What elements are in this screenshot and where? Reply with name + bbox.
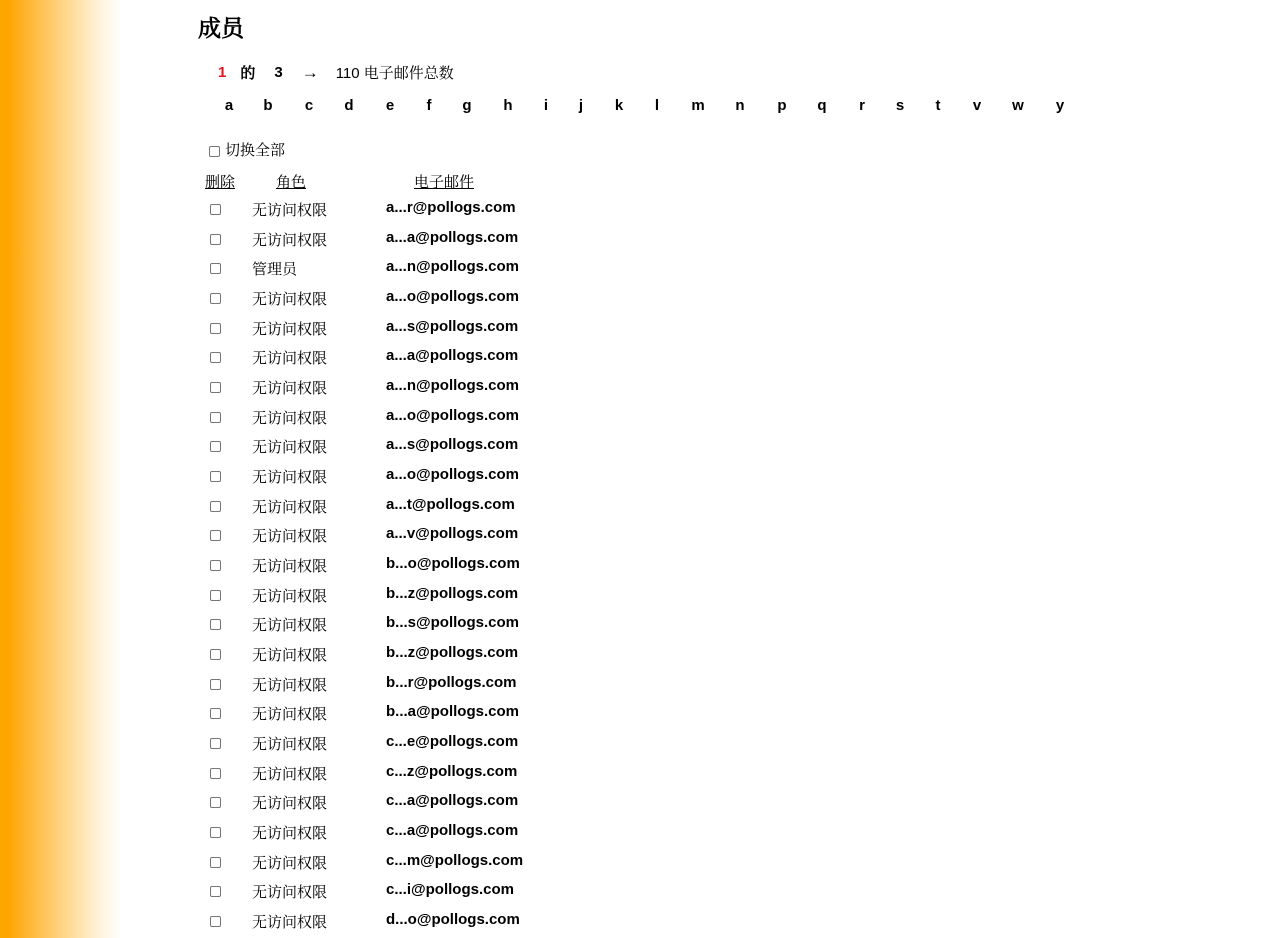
total-email-count: 110 电子邮件总数 (335, 65, 454, 82)
member-role: 无访问权限 (252, 202, 328, 219)
member-email[interactable]: a...v@pollogs.com (386, 525, 519, 543)
member-role: 无访问权限 (252, 528, 328, 546)
member-role: 无访问权限 (252, 884, 328, 902)
member-role: 无访问权限 (252, 854, 328, 872)
table-row (0, 733, 700, 753)
alphabet-filter-h[interactable]: h (503, 97, 513, 114)
member-role: 无访问权限 (252, 439, 328, 457)
table-row (0, 496, 700, 516)
member-email[interactable]: a...t@pollogs.com (386, 495, 515, 513)
member-email[interactable]: b...o@pollogs.com (386, 555, 520, 573)
member-email[interactable]: a...s@pollogs.com (386, 436, 519, 454)
delete-checkbox[interactable] (210, 738, 221, 749)
alphabet-filter-t[interactable]: t (935, 97, 941, 114)
member-email[interactable]: b...z@pollogs.com (386, 584, 519, 602)
delete-checkbox[interactable] (210, 293, 221, 304)
delete-checkbox[interactable] (210, 263, 221, 274)
member-email[interactable]: a...o@pollogs.com (386, 406, 519, 424)
member-email[interactable]: a...s@pollogs.com (386, 317, 519, 335)
delete-checkbox[interactable] (210, 382, 221, 393)
member-email[interactable]: a...n@pollogs.com (386, 258, 519, 276)
alphabet-filter-w[interactable]: w (1012, 97, 1024, 114)
member-email[interactable]: a...n@pollogs.com (386, 377, 519, 395)
member-email[interactable]: b...s@pollogs.com (386, 614, 519, 632)
member-role: 无访问权限 (252, 676, 328, 694)
alphabet-filter-p[interactable]: p (777, 97, 787, 114)
member-role: 无访问权限 (252, 617, 328, 635)
alphabet-filter-r[interactable]: r (859, 97, 865, 114)
table-row (0, 377, 700, 397)
member-role: 无访问权限 (252, 409, 328, 427)
member-email[interactable]: a...r@pollogs.com (386, 199, 516, 216)
toggle-all[interactable] (209, 139, 285, 160)
member-email[interactable]: a...o@pollogs.com (386, 288, 519, 305)
member-role: 无访问权限 (252, 231, 328, 249)
page-title: 成员 (198, 15, 244, 41)
member-role: 无访问权限 (252, 706, 328, 724)
alphabet-filter-d[interactable]: d (344, 97, 354, 114)
member-role: 无访问权限 (252, 914, 328, 932)
member-email[interactable]: c...e@pollogs.com (386, 733, 519, 751)
table-row (0, 436, 700, 456)
member-email[interactable]: a...a@pollogs.com (386, 228, 519, 246)
alphabet-filter-y[interactable]: y (1055, 97, 1065, 114)
table-row (0, 258, 700, 278)
table-row (0, 288, 700, 308)
delete-checkbox[interactable] (210, 649, 221, 660)
alphabet-filter-j[interactable]: j (578, 97, 584, 114)
member-role: 无访问权限 (252, 558, 328, 576)
delete-checkbox[interactable] (210, 768, 221, 779)
alphabet-filter-v[interactable]: v (972, 97, 982, 114)
table-row (0, 525, 700, 545)
alphabet-filter-k[interactable]: k (614, 97, 624, 114)
member-role: 无访问权限 (252, 647, 328, 665)
alphabet-filter-c[interactable]: c (304, 97, 314, 114)
delete-checkbox[interactable] (210, 619, 221, 630)
delete-checkbox[interactable] (210, 234, 221, 245)
member-email[interactable]: c...i@pollogs.com (386, 881, 514, 899)
member-email[interactable]: b...z@pollogs.com (386, 644, 519, 662)
column-header-role[interactable]: 角色 (276, 174, 307, 191)
total-pages-link[interactable]: 3 (274, 64, 283, 81)
member-email[interactable]: c...m@pollogs.com (386, 851, 524, 869)
table-row (0, 199, 700, 219)
member-email[interactable]: a...a@pollogs.com (386, 347, 519, 365)
member-role: 无访问权限 (252, 291, 328, 308)
delete-checkbox[interactable] (210, 323, 221, 334)
pagination (218, 62, 454, 83)
column-header-delete[interactable]: 删除 (205, 174, 236, 191)
member-role: 无访问权限 (252, 736, 328, 754)
member-role: 无访问权限 (252, 587, 328, 605)
next-page-arrow-icon[interactable]: → (301, 62, 319, 82)
delete-checkbox[interactable] (210, 857, 221, 868)
table-row (0, 911, 700, 931)
table-row (0, 585, 700, 605)
alphabet-filter-e[interactable]: e (385, 97, 395, 114)
delete-checkbox[interactable] (210, 590, 221, 601)
member-role: 无访问权限 (252, 469, 328, 487)
table-row (0, 644, 700, 664)
table-row (0, 466, 700, 486)
member-role: 无访问权限 (252, 498, 328, 516)
alphabet-filter-a[interactable]: a (224, 97, 234, 114)
delete-checkbox[interactable] (210, 886, 221, 897)
alphabet-filter-f[interactable]: f (426, 97, 432, 114)
alphabet-filter-i[interactable]: i (543, 97, 549, 114)
table-row (0, 674, 700, 694)
delete-checkbox[interactable] (210, 797, 221, 808)
toggle-all-label: 切换全部 (225, 142, 286, 159)
delete-checkbox[interactable] (210, 204, 221, 215)
member-email[interactable]: a...o@pollogs.com (386, 466, 519, 484)
delete-checkbox[interactable] (210, 708, 221, 719)
member-email[interactable]: c...a@pollogs.com (386, 822, 519, 840)
delete-checkbox[interactable] (210, 560, 221, 571)
pagination-of-label: 的 (240, 65, 256, 82)
table-row (0, 407, 700, 427)
table-row (0, 792, 700, 812)
current-page: 1 (218, 64, 227, 81)
table-row (0, 347, 700, 367)
member-role: 无访问权限 (252, 350, 328, 368)
alphabet-filter-s[interactable]: s (895, 97, 905, 114)
table-row (0, 703, 700, 723)
toggle-all-checkbox[interactable] (209, 146, 220, 157)
member-role: 无访问权限 (252, 765, 328, 783)
member-role: 无访问权限 (252, 380, 328, 398)
alphabet-filter-n[interactable]: n (735, 97, 745, 114)
delete-checkbox[interactable] (210, 412, 221, 423)
alphabet-filter-m[interactable]: m (691, 97, 705, 114)
member-email[interactable]: c...a@pollogs.com (386, 792, 519, 810)
table-row (0, 229, 700, 249)
alphabet-filter-q[interactable]: q (817, 97, 827, 114)
table-row (0, 881, 700, 901)
alphabet-filter-b[interactable]: b (263, 97, 273, 114)
table-row (0, 555, 700, 575)
delete-checkbox[interactable] (210, 471, 221, 482)
member-email[interactable]: b...r@pollogs.com (386, 673, 517, 691)
member-role: 无访问权限 (252, 825, 328, 843)
delete-checkbox[interactable] (210, 501, 221, 512)
member-email[interactable]: d...o@pollogs.com (386, 911, 520, 929)
table-row (0, 318, 700, 338)
delete-checkbox[interactable] (210, 916, 221, 927)
member-role: 无访问权限 (252, 795, 328, 813)
delete-checkbox[interactable] (210, 679, 221, 690)
alphabet-filter-g[interactable]: g (462, 97, 472, 114)
table-row (0, 763, 700, 783)
table-row (0, 822, 700, 842)
member-role: 管理员 (252, 261, 298, 279)
table-row (0, 614, 700, 634)
member-email[interactable]: c...z@pollogs.com (386, 762, 518, 780)
delete-checkbox[interactable] (210, 530, 221, 541)
delete-checkbox[interactable] (210, 827, 221, 838)
member-role: 无访问权限 (252, 320, 328, 338)
alphabet-filter-l[interactable]: l (654, 97, 660, 114)
column-header-email[interactable]: 电子邮件 (414, 174, 475, 191)
member-email[interactable]: b...a@pollogs.com (386, 703, 519, 721)
table-row (0, 852, 700, 872)
delete-checkbox[interactable] (210, 352, 221, 363)
delete-checkbox[interactable] (210, 441, 221, 452)
